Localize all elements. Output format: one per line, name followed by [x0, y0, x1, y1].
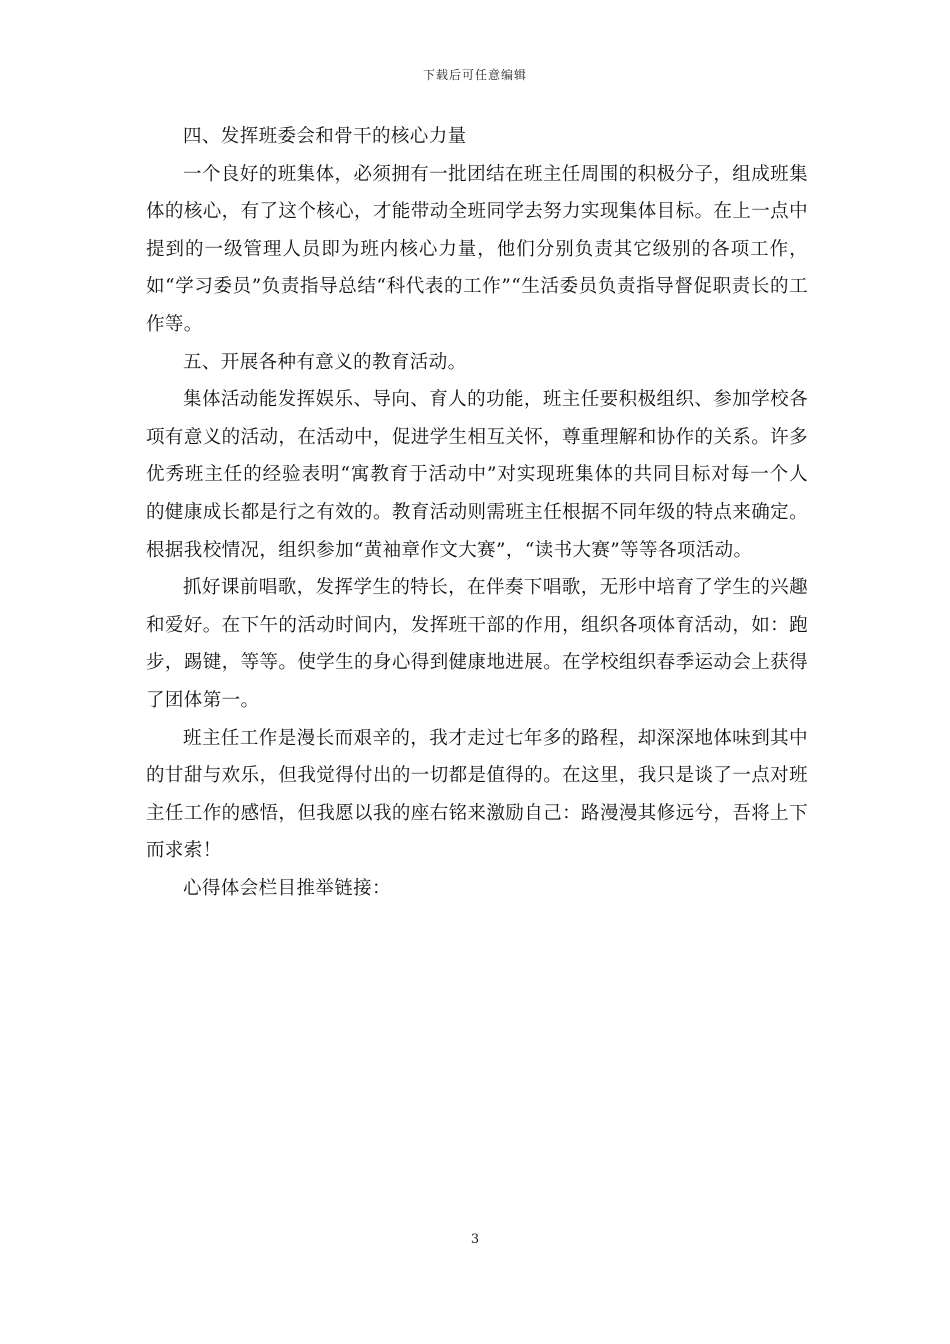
body-paragraph: 集体活动能发挥娱乐、导向、育人的功能，班主任要积极组织、参加学校各项有意义的活动，在活动中，促进学生相互关怀，尊重理解和协作的关系。许多优秀班主任的经验表明“寓教育于活动中”对实现班集体的共同目标对每一个人的健康成长都是行之有效的。教育活动则需班主任根据不同年级的特点来确定。根据我校情况，组织参加“黄袖章作文大赛”，“读书大赛”等等各项活动。	[146, 389, 808, 561]
body-paragraph: 抓好课前唱歌，发挥学生的特长，在伴奏下唱歌，无形中培育了学生的兴趣和爱好。在下午的活动时间内，发挥班干部的作用，组织各项体育活动，如：跑步，踢键，等等。使学生的身心得到健康地进展。在学校组织春季运动会上获得了团体第一。	[146, 577, 808, 711]
section-heading-4: 四、发挥班委会和骨干的核心力量	[183, 126, 467, 147]
section-heading-5: 五、开展各种有意义的教育活动。	[183, 351, 467, 373]
document-body	[146, 118, 808, 907]
page-number: 3	[470, 1232, 480, 1247]
recommended-links-label: 心得体会栏目推举链接：	[183, 877, 391, 899]
body-paragraph: 一个良好的班集体，必须拥有一批团结在班主任周围的积极分子，组成班集体的核心，有了这个核心，才能带动全班同学去努力实现集体目标。在上一点中提到的一级管理人员即为班内核心力量，他们分别负责其它级别的各项工作，如“学习委员”负责指导总结“科代表的工作”“生活委员负责指导督促职责长的工作等。	[146, 163, 808, 335]
body-paragraph: 班主任工作是漫长而艰辛的，我才走过七年多的路程，却深深地体味到其中的甘甜与欢乐，但我觉得付出的一切都是值得的。在这里，我只是谈了一点对班主任工作的感悟，但我愿以我的座右铭来激励自己：路漫漫其修远兮，吾将上下而求索！	[146, 727, 808, 862]
page-header: 下载后可任意编辑	[422, 68, 527, 82]
